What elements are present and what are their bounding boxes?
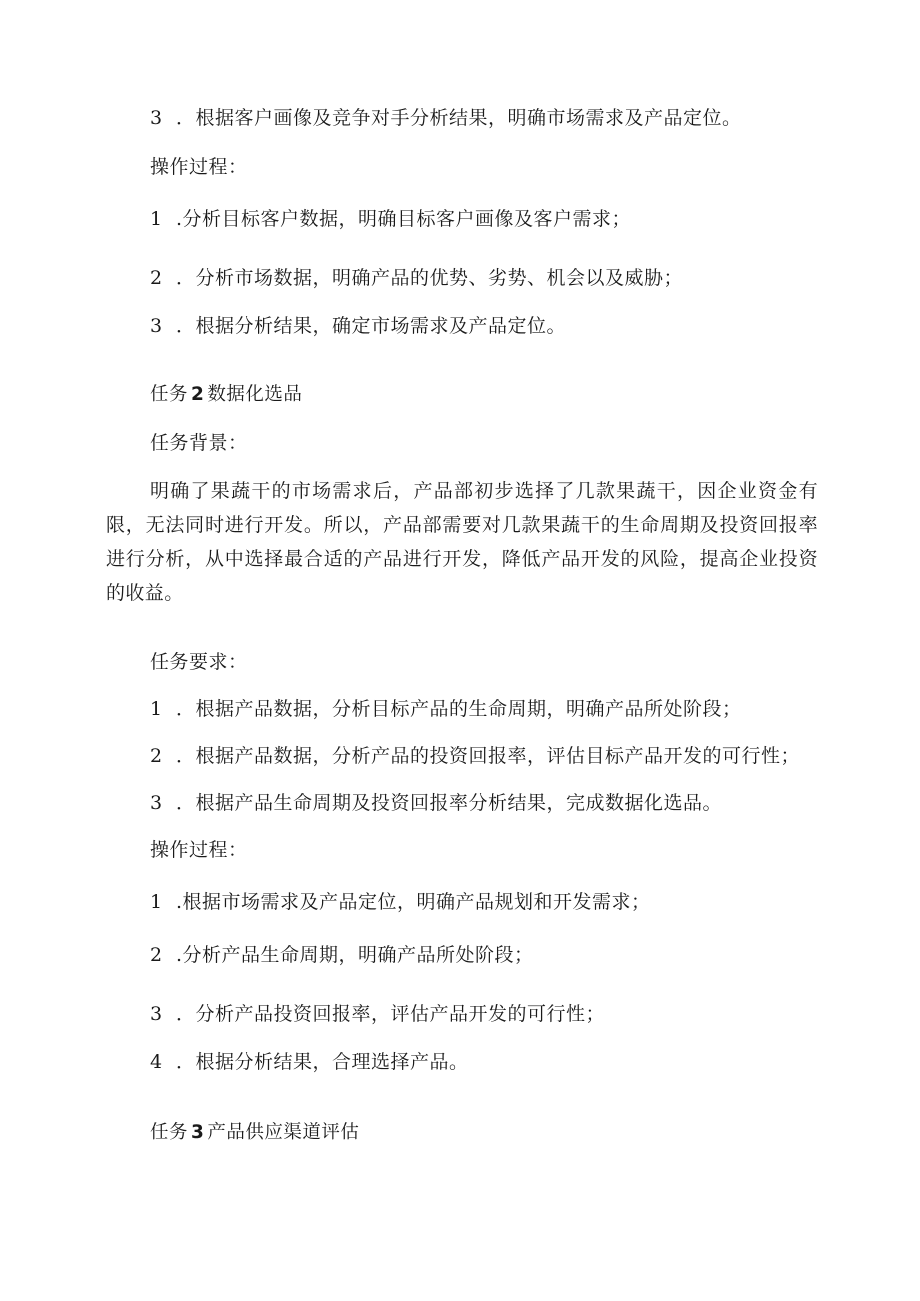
item-number: 2	[150, 745, 163, 767]
item-text: ．分析产品投资回报率，评估产品开发的可行性；	[176, 1003, 606, 1025]
item-text: ．根据产品数据，分析目标产品的生命周期，明确产品所处阶段；	[176, 698, 742, 720]
item-text: ．根据产品生命周期及投资回报率分析结果，完成数据化选品。	[176, 792, 723, 814]
task1-process-item-1	[150, 207, 631, 231]
item-text: ．根据客户画像及竞争对手分析结果，明确市场需求及产品定位。	[176, 107, 742, 129]
task1-process-item-2	[150, 266, 683, 290]
task2-background-paragraph: 明确了果蔬干的市场需求后，产品部初步选择了几款果蔬干，因企业资金有限，无法同时进行开发。所以，产品部需要对几款果蔬干的生命周期及投资回报率进行分析，从中选择最合适的产品进行开发，降低产品开发的风险，提高企业投资的收益。	[106, 480, 818, 604]
item-text: ．根据分析结果，合理选择产品。	[176, 1051, 469, 1073]
item-text: ．分析市场数据，明确产品的优势、劣势、机会以及威胁；	[176, 267, 684, 289]
task2-requirements-label: 任务要求：	[150, 651, 248, 673]
item-text: .根据市场需求及产品定位，明确产品规划和开发需求；	[176, 891, 651, 913]
item-number: 1	[150, 698, 163, 720]
heading-number: 2	[191, 384, 205, 405]
task2-process-item-3	[150, 1002, 605, 1026]
task1-process-label: 操作过程：	[150, 156, 248, 178]
item-text: .分析产品生命周期，明确产品所处阶段；	[176, 944, 534, 966]
item-text: .分析目标客户数据，明确目标客户画像及客户需求；	[176, 208, 632, 230]
heading-number: 3	[191, 1122, 205, 1143]
item-text: ．根据产品数据，分析产品的投资回报率，评估目标产品开发的可行性；	[176, 745, 801, 767]
task2-process-item-4	[150, 1050, 469, 1074]
task2-requirement-1	[150, 697, 742, 721]
item-number: 1	[150, 208, 163, 230]
task2-process-label: 操作过程：	[150, 839, 248, 861]
task2-background-label: 任务背景：	[150, 432, 248, 454]
task1-process-item-3	[150, 314, 566, 338]
heading-prefix: 任务	[150, 1122, 189, 1143]
task2-process-item-1	[150, 890, 651, 914]
item-number: 3	[150, 792, 163, 814]
task2-requirement-2	[150, 744, 800, 768]
item-number: 4	[150, 1051, 163, 1073]
task2-heading	[150, 383, 302, 407]
task2-requirement-3	[150, 791, 722, 815]
item-number: 3	[150, 1003, 163, 1025]
item-number: 2	[150, 267, 163, 289]
task3-heading	[150, 1121, 359, 1145]
item-number: 2	[150, 944, 163, 966]
item-number: 3	[150, 315, 163, 337]
heading-title: 产品供应渠道评估	[207, 1122, 360, 1143]
item-text: ．根据分析结果，确定市场需求及产品定位。	[176, 315, 567, 337]
task1-requirement-3	[150, 106, 742, 130]
item-number: 3	[150, 107, 163, 129]
task2-process-item-2	[150, 943, 534, 967]
item-number: 1	[150, 891, 163, 913]
heading-prefix: 任务	[150, 384, 189, 405]
heading-title: 数据化选品	[207, 384, 303, 405]
